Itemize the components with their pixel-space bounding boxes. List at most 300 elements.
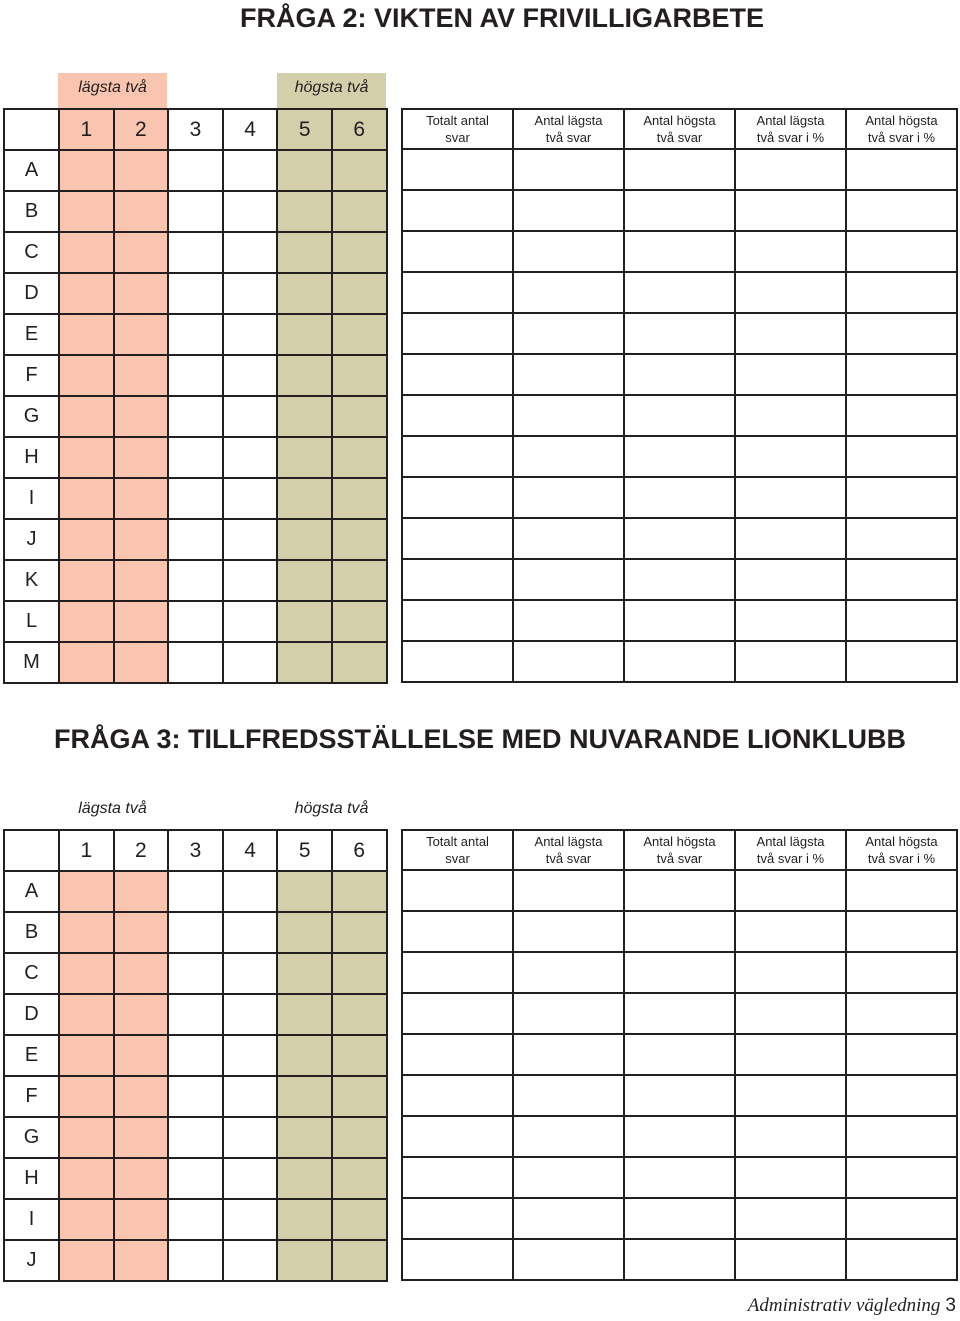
result-cell[interactable] (402, 313, 513, 354)
tally-cell-2[interactable] (114, 560, 169, 601)
tally-cell-1[interactable] (59, 191, 114, 232)
row-label: F (4, 355, 59, 396)
tally-cell-2[interactable] (114, 519, 169, 560)
tally-cell-5[interactable] (277, 273, 332, 314)
tally-cell-2[interactable] (114, 994, 169, 1035)
tally-cell-4[interactable] (223, 560, 278, 601)
result-cell[interactable] (624, 190, 735, 231)
tally-cell-4[interactable] (223, 273, 278, 314)
tally-cell-1[interactable] (59, 1076, 114, 1117)
tally-cell-5[interactable] (277, 1199, 332, 1240)
result-cell[interactable] (402, 1239, 513, 1280)
tally-cell-6[interactable] (332, 1158, 387, 1199)
tally-cell-6[interactable] (332, 1035, 387, 1076)
result-cell[interactable] (402, 559, 513, 600)
result-cell[interactable] (513, 1157, 624, 1198)
result-header-line: Antal högsta (865, 834, 938, 849)
result-cell[interactable] (624, 354, 735, 395)
tally-cell-1[interactable] (59, 560, 114, 601)
tally-cell-3[interactable] (168, 232, 223, 273)
tally-cell-4[interactable] (223, 478, 278, 519)
result-row (402, 870, 957, 911)
tally-cell-5[interactable] (277, 642, 332, 683)
tally-cell-6[interactable] (332, 642, 387, 683)
tally-cell-1[interactable] (59, 314, 114, 355)
result-header (735, 830, 846, 870)
result-cell[interactable] (402, 952, 513, 993)
tally-cell-4[interactable] (223, 355, 278, 396)
result-cell[interactable] (402, 436, 513, 477)
header-corner (4, 830, 59, 871)
result-cell[interactable] (735, 436, 846, 477)
result-cell[interactable] (846, 354, 957, 395)
tally-cell-5[interactable] (277, 355, 332, 396)
tally-cell-5[interactable] (277, 1035, 332, 1076)
result-header (513, 830, 624, 870)
tally-cell-3[interactable] (168, 912, 223, 953)
result-cell[interactable] (624, 1198, 735, 1239)
tally-cell-2[interactable] (114, 273, 169, 314)
result-cell[interactable] (735, 641, 846, 682)
result-cell[interactable] (735, 993, 846, 1034)
result-cell[interactable] (624, 911, 735, 952)
tally-cell-1[interactable] (59, 232, 114, 273)
tally-cell-4[interactable] (223, 314, 278, 355)
result-cell[interactable] (735, 1116, 846, 1157)
result-cell[interactable] (624, 870, 735, 911)
result-cell[interactable] (513, 395, 624, 436)
result-cell[interactable] (513, 518, 624, 559)
result-cell[interactable] (513, 600, 624, 641)
tally-cell-5[interactable] (277, 560, 332, 601)
tally-cell-6[interactable] (332, 601, 387, 642)
result-cell[interactable] (735, 190, 846, 231)
answer-row (4, 1076, 387, 1117)
result-cell[interactable] (735, 354, 846, 395)
result-cell[interactable] (846, 952, 957, 993)
tally-cell-4[interactable] (223, 1240, 278, 1281)
result-cell[interactable] (624, 993, 735, 1034)
tally-cell-3[interactable] (168, 396, 223, 437)
result-cell[interactable] (624, 149, 735, 190)
result-header (846, 109, 957, 149)
tally-cell-2[interactable] (114, 871, 169, 912)
tally-cell-3[interactable] (168, 273, 223, 314)
result-cell[interactable] (846, 600, 957, 641)
result-header-line: Antal lägsta (756, 113, 825, 128)
result-cell[interactable] (846, 272, 957, 313)
tally-cell-4[interactable] (223, 1076, 278, 1117)
tally-cell-5[interactable] (277, 871, 332, 912)
result-cell[interactable] (624, 600, 735, 641)
result-cell[interactable] (624, 231, 735, 272)
result-cell[interactable] (624, 313, 735, 354)
tally-cell-2[interactable] (114, 1076, 169, 1117)
result-row (402, 600, 957, 641)
tally-cell-3[interactable] (168, 560, 223, 601)
tally-cell-2[interactable] (114, 1240, 169, 1281)
scale-5: 5 (277, 830, 332, 871)
tally-cell-6[interactable] (332, 1240, 387, 1281)
result-cell[interactable] (624, 1116, 735, 1157)
result-cell[interactable] (846, 395, 957, 436)
result-cell[interactable] (735, 911, 846, 952)
result-cell[interactable] (846, 477, 957, 518)
result-cell[interactable] (624, 952, 735, 993)
tally-cell-2[interactable] (114, 601, 169, 642)
tally-cell-2[interactable] (114, 150, 169, 191)
result-cell[interactable] (402, 518, 513, 559)
result-cell[interactable] (402, 1198, 513, 1239)
tally-cell-5[interactable] (277, 191, 332, 232)
result-row (402, 1239, 957, 1280)
result-cell[interactable] (624, 272, 735, 313)
tally-cell-3[interactable] (168, 1199, 223, 1240)
tally-cell-2[interactable] (114, 437, 169, 478)
result-cell[interactable] (624, 1034, 735, 1075)
result-cell[interactable] (735, 952, 846, 993)
tally-cell-5[interactable] (277, 1117, 332, 1158)
result-cell[interactable] (402, 477, 513, 518)
result-cell[interactable] (735, 1157, 846, 1198)
result-cell[interactable] (402, 641, 513, 682)
answer-row (4, 355, 387, 396)
tally-cell-1[interactable] (59, 396, 114, 437)
tally-cell-1[interactable] (59, 355, 114, 396)
result-cell[interactable] (735, 149, 846, 190)
result-cell[interactable] (735, 518, 846, 559)
result-cell[interactable] (846, 190, 957, 231)
result-cell[interactable] (846, 641, 957, 682)
result-cell[interactable] (846, 518, 957, 559)
result-cell[interactable] (513, 436, 624, 477)
result-cell[interactable] (624, 395, 735, 436)
tally-cell-3[interactable] (168, 1158, 223, 1199)
result-cell[interactable] (513, 354, 624, 395)
tally-cell-6[interactable] (332, 396, 387, 437)
result-cell[interactable] (402, 395, 513, 436)
tally-cell-2[interactable] (114, 191, 169, 232)
row-label: C (4, 953, 59, 994)
tally-cell-6[interactable] (332, 232, 387, 273)
tally-cell-3[interactable] (168, 1035, 223, 1076)
result-cell[interactable] (402, 1116, 513, 1157)
result-cell[interactable] (735, 477, 846, 518)
tally-cell-2[interactable] (114, 314, 169, 355)
answer-row (4, 478, 387, 519)
result-cell[interactable] (735, 1198, 846, 1239)
result-cell[interactable] (846, 1198, 957, 1239)
result-cell[interactable] (402, 1075, 513, 1116)
tally-cell-4[interactable] (223, 994, 278, 1035)
tally-cell-3[interactable] (168, 437, 223, 478)
result-cell[interactable] (513, 149, 624, 190)
answer-row (4, 314, 387, 355)
score-header-row (4, 830, 387, 871)
result-cell[interactable] (513, 1116, 624, 1157)
scale-5: 5 (277, 109, 332, 150)
tally-cell-5[interactable] (277, 150, 332, 191)
result-header (513, 109, 624, 149)
tally-cell-5[interactable] (277, 396, 332, 437)
tally-cell-3[interactable] (168, 150, 223, 191)
tally-cell-1[interactable] (59, 1035, 114, 1076)
tally-cell-6[interactable] (332, 355, 387, 396)
tally-cell-5[interactable] (277, 912, 332, 953)
result-cell[interactable] (735, 870, 846, 911)
result-cell[interactable] (402, 911, 513, 952)
tally-cell-2[interactable] (114, 953, 169, 994)
result-cell[interactable] (735, 395, 846, 436)
tally-cell-6[interactable] (332, 912, 387, 953)
result-cell[interactable] (735, 313, 846, 354)
result-cell[interactable] (846, 1034, 957, 1075)
result-cell[interactable] (846, 1075, 957, 1116)
tally-cell-4[interactable] (223, 1117, 278, 1158)
tally-cell-2[interactable] (114, 1199, 169, 1240)
result-cell[interactable] (402, 1157, 513, 1198)
row-label: K (4, 560, 59, 601)
tally-cell-5[interactable] (277, 994, 332, 1035)
row-label: L (4, 601, 59, 642)
result-row (402, 559, 957, 600)
tally-cell-6[interactable] (332, 478, 387, 519)
tally-cell-3[interactable] (168, 871, 223, 912)
tally-cell-6[interactable] (332, 1076, 387, 1117)
result-cell[interactable] (735, 272, 846, 313)
result-cell[interactable] (402, 600, 513, 641)
result-header-line: Totalt antal (426, 834, 489, 849)
tally-cell-6[interactable] (332, 1117, 387, 1158)
tally-cell-3[interactable] (168, 519, 223, 560)
tally-cell-4[interactable] (223, 601, 278, 642)
tally-cell-1[interactable] (59, 437, 114, 478)
tally-cell-5[interactable] (277, 232, 332, 273)
tally-cell-3[interactable] (168, 1240, 223, 1281)
result-cell[interactable] (402, 354, 513, 395)
result-cell[interactable] (846, 1239, 957, 1280)
tally-cell-4[interactable] (223, 232, 278, 273)
tally-cell-5[interactable] (277, 1240, 332, 1281)
result-row (402, 1075, 957, 1116)
result-cell[interactable] (513, 272, 624, 313)
result-header-line: två svar i % (867, 851, 936, 866)
result-cell[interactable] (513, 1075, 624, 1116)
result-cell[interactable] (735, 1075, 846, 1116)
result-cell[interactable] (846, 436, 957, 477)
tally-cell-3[interactable] (168, 355, 223, 396)
tally-cell-6[interactable] (332, 150, 387, 191)
result-cell[interactable] (513, 911, 624, 952)
tally-cell-2[interactable] (114, 1158, 169, 1199)
tally-cell-1[interactable] (59, 519, 114, 560)
tally-cell-3[interactable] (168, 478, 223, 519)
scale-6: 6 (332, 109, 387, 150)
tally-cell-4[interactable] (223, 1158, 278, 1199)
tally-cell-6[interactable] (332, 953, 387, 994)
result-header-line: två svar i % (756, 130, 825, 145)
result-cell[interactable] (513, 1198, 624, 1239)
row-label: B (4, 912, 59, 953)
tally-cell-5[interactable] (277, 437, 332, 478)
tally-cell-4[interactable] (223, 396, 278, 437)
result-cell[interactable] (402, 993, 513, 1034)
result-cell[interactable] (735, 559, 846, 600)
tally-cell-3[interactable] (168, 953, 223, 994)
tally-cell-1[interactable] (59, 912, 114, 953)
result-cell[interactable] (402, 190, 513, 231)
scale-4: 4 (223, 830, 278, 871)
row-label: I (4, 478, 59, 519)
result-cell[interactable] (846, 313, 957, 354)
result-cell[interactable] (513, 993, 624, 1034)
tally-cell-3[interactable] (168, 1117, 223, 1158)
tally-cell-1[interactable] (59, 871, 114, 912)
tally-cell-4[interactable] (223, 953, 278, 994)
result-cell[interactable] (402, 231, 513, 272)
result-cell[interactable] (402, 272, 513, 313)
result-cell[interactable] (513, 559, 624, 600)
tally-cell-5[interactable] (277, 601, 332, 642)
result-cell[interactable] (513, 477, 624, 518)
tally-cell-4[interactable] (223, 871, 278, 912)
scale-1: 1 (59, 109, 114, 150)
tally-cell-3[interactable] (168, 994, 223, 1035)
result-row (402, 1198, 957, 1239)
result-cell[interactable] (735, 1239, 846, 1280)
result-cell[interactable] (513, 870, 624, 911)
result-cell[interactable] (624, 477, 735, 518)
result-cell[interactable] (624, 1075, 735, 1116)
result-cell[interactable] (846, 149, 957, 190)
result-row (402, 518, 957, 559)
answer-row (4, 1035, 387, 1076)
result-table (401, 108, 958, 683)
result-cell[interactable] (624, 559, 735, 600)
tally-cell-1[interactable] (59, 1199, 114, 1240)
tally-cell-6[interactable] (332, 1199, 387, 1240)
result-header-line: svar (445, 130, 470, 145)
tally-cell-1[interactable] (59, 478, 114, 519)
tally-cell-4[interactable] (223, 519, 278, 560)
tally-cell-2[interactable] (114, 1117, 169, 1158)
tally-cell-1[interactable] (59, 1240, 114, 1281)
tally-cell-2[interactable] (114, 912, 169, 953)
tally-cell-6[interactable] (332, 437, 387, 478)
result-cell[interactable] (402, 870, 513, 911)
result-cell[interactable] (846, 559, 957, 600)
tally-cell-3[interactable] (168, 191, 223, 232)
tally-cell-2[interactable] (114, 396, 169, 437)
tally-cell-2[interactable] (114, 355, 169, 396)
result-cell[interactable] (624, 436, 735, 477)
tally-cell-3[interactable] (168, 1076, 223, 1117)
result-cell[interactable] (513, 641, 624, 682)
band-label-lowest-two: lägsta två (78, 800, 147, 817)
result-cell[interactable] (846, 870, 957, 911)
result-cell[interactable] (735, 1034, 846, 1075)
tally-cell-2[interactable] (114, 1035, 169, 1076)
tally-cell-6[interactable] (332, 273, 387, 314)
tally-cell-5[interactable] (277, 478, 332, 519)
result-cell[interactable] (624, 1157, 735, 1198)
result-cell[interactable] (846, 993, 957, 1034)
score-header-row (4, 109, 387, 150)
result-cell[interactable] (735, 600, 846, 641)
result-cell[interactable] (402, 1034, 513, 1075)
tally-cell-4[interactable] (223, 1199, 278, 1240)
tally-cell-3[interactable] (168, 642, 223, 683)
tally-cell-3[interactable] (168, 314, 223, 355)
tally-cell-1[interactable] (59, 1158, 114, 1199)
tally-cell-6[interactable] (332, 560, 387, 601)
tally-cell-1[interactable] (59, 150, 114, 191)
result-cell[interactable] (846, 911, 957, 952)
tally-cell-6[interactable] (332, 871, 387, 912)
scale-2: 2 (114, 109, 169, 150)
tally-cell-1[interactable] (59, 642, 114, 683)
band-label-highest-two: högsta två (294, 800, 369, 817)
row-label: J (4, 519, 59, 560)
result-cell[interactable] (513, 1034, 624, 1075)
tally-cell-6[interactable] (332, 191, 387, 232)
result-cell[interactable] (624, 641, 735, 682)
tally-cell-3[interactable] (168, 601, 223, 642)
tally-cell-2[interactable] (114, 232, 169, 273)
tally-cell-4[interactable] (223, 191, 278, 232)
result-cell[interactable] (846, 1157, 957, 1198)
result-cell[interactable] (846, 231, 957, 272)
result-cell[interactable] (513, 190, 624, 231)
tally-cell-4[interactable] (223, 437, 278, 478)
result-cell[interactable] (624, 518, 735, 559)
tally-cell-6[interactable] (332, 519, 387, 560)
tally-cell-6[interactable] (332, 314, 387, 355)
result-cell[interactable] (513, 231, 624, 272)
tally-cell-5[interactable] (277, 519, 332, 560)
result-cell[interactable] (513, 1239, 624, 1280)
tally-cell-5[interactable] (277, 1076, 332, 1117)
tally-cell-4[interactable] (223, 1035, 278, 1076)
tally-cell-1[interactable] (59, 601, 114, 642)
tally-cell-5[interactable] (277, 1158, 332, 1199)
result-cell[interactable] (624, 1239, 735, 1280)
tally-cell-1[interactable] (59, 1117, 114, 1158)
result-header-line: svar (445, 851, 470, 866)
result-cell[interactable] (402, 149, 513, 190)
tally-cell-1[interactable] (59, 953, 114, 994)
tally-cell-1[interactable] (59, 994, 114, 1035)
result-cell[interactable] (735, 231, 846, 272)
tally-cell-2[interactable] (114, 478, 169, 519)
result-header-row (402, 830, 957, 870)
result-cell[interactable] (846, 1116, 957, 1157)
result-cell[interactable] (513, 313, 624, 354)
result-row (402, 313, 957, 354)
tally-cell-5[interactable] (277, 314, 332, 355)
row-label: C (4, 232, 59, 273)
tally-cell-5[interactable] (277, 953, 332, 994)
tally-cell-4[interactable] (223, 642, 278, 683)
q2-title: FRÅGA 2: VIKTEN AV FRIVILLIGARBETE (239, 3, 764, 33)
result-cell[interactable] (513, 952, 624, 993)
tally-cell-4[interactable] (223, 912, 278, 953)
result-header-line: två svar (545, 851, 592, 866)
tally-cell-1[interactable] (59, 273, 114, 314)
tally-cell-6[interactable] (332, 994, 387, 1035)
tally-cell-4[interactable] (223, 150, 278, 191)
tally-cell-2[interactable] (114, 642, 169, 683)
